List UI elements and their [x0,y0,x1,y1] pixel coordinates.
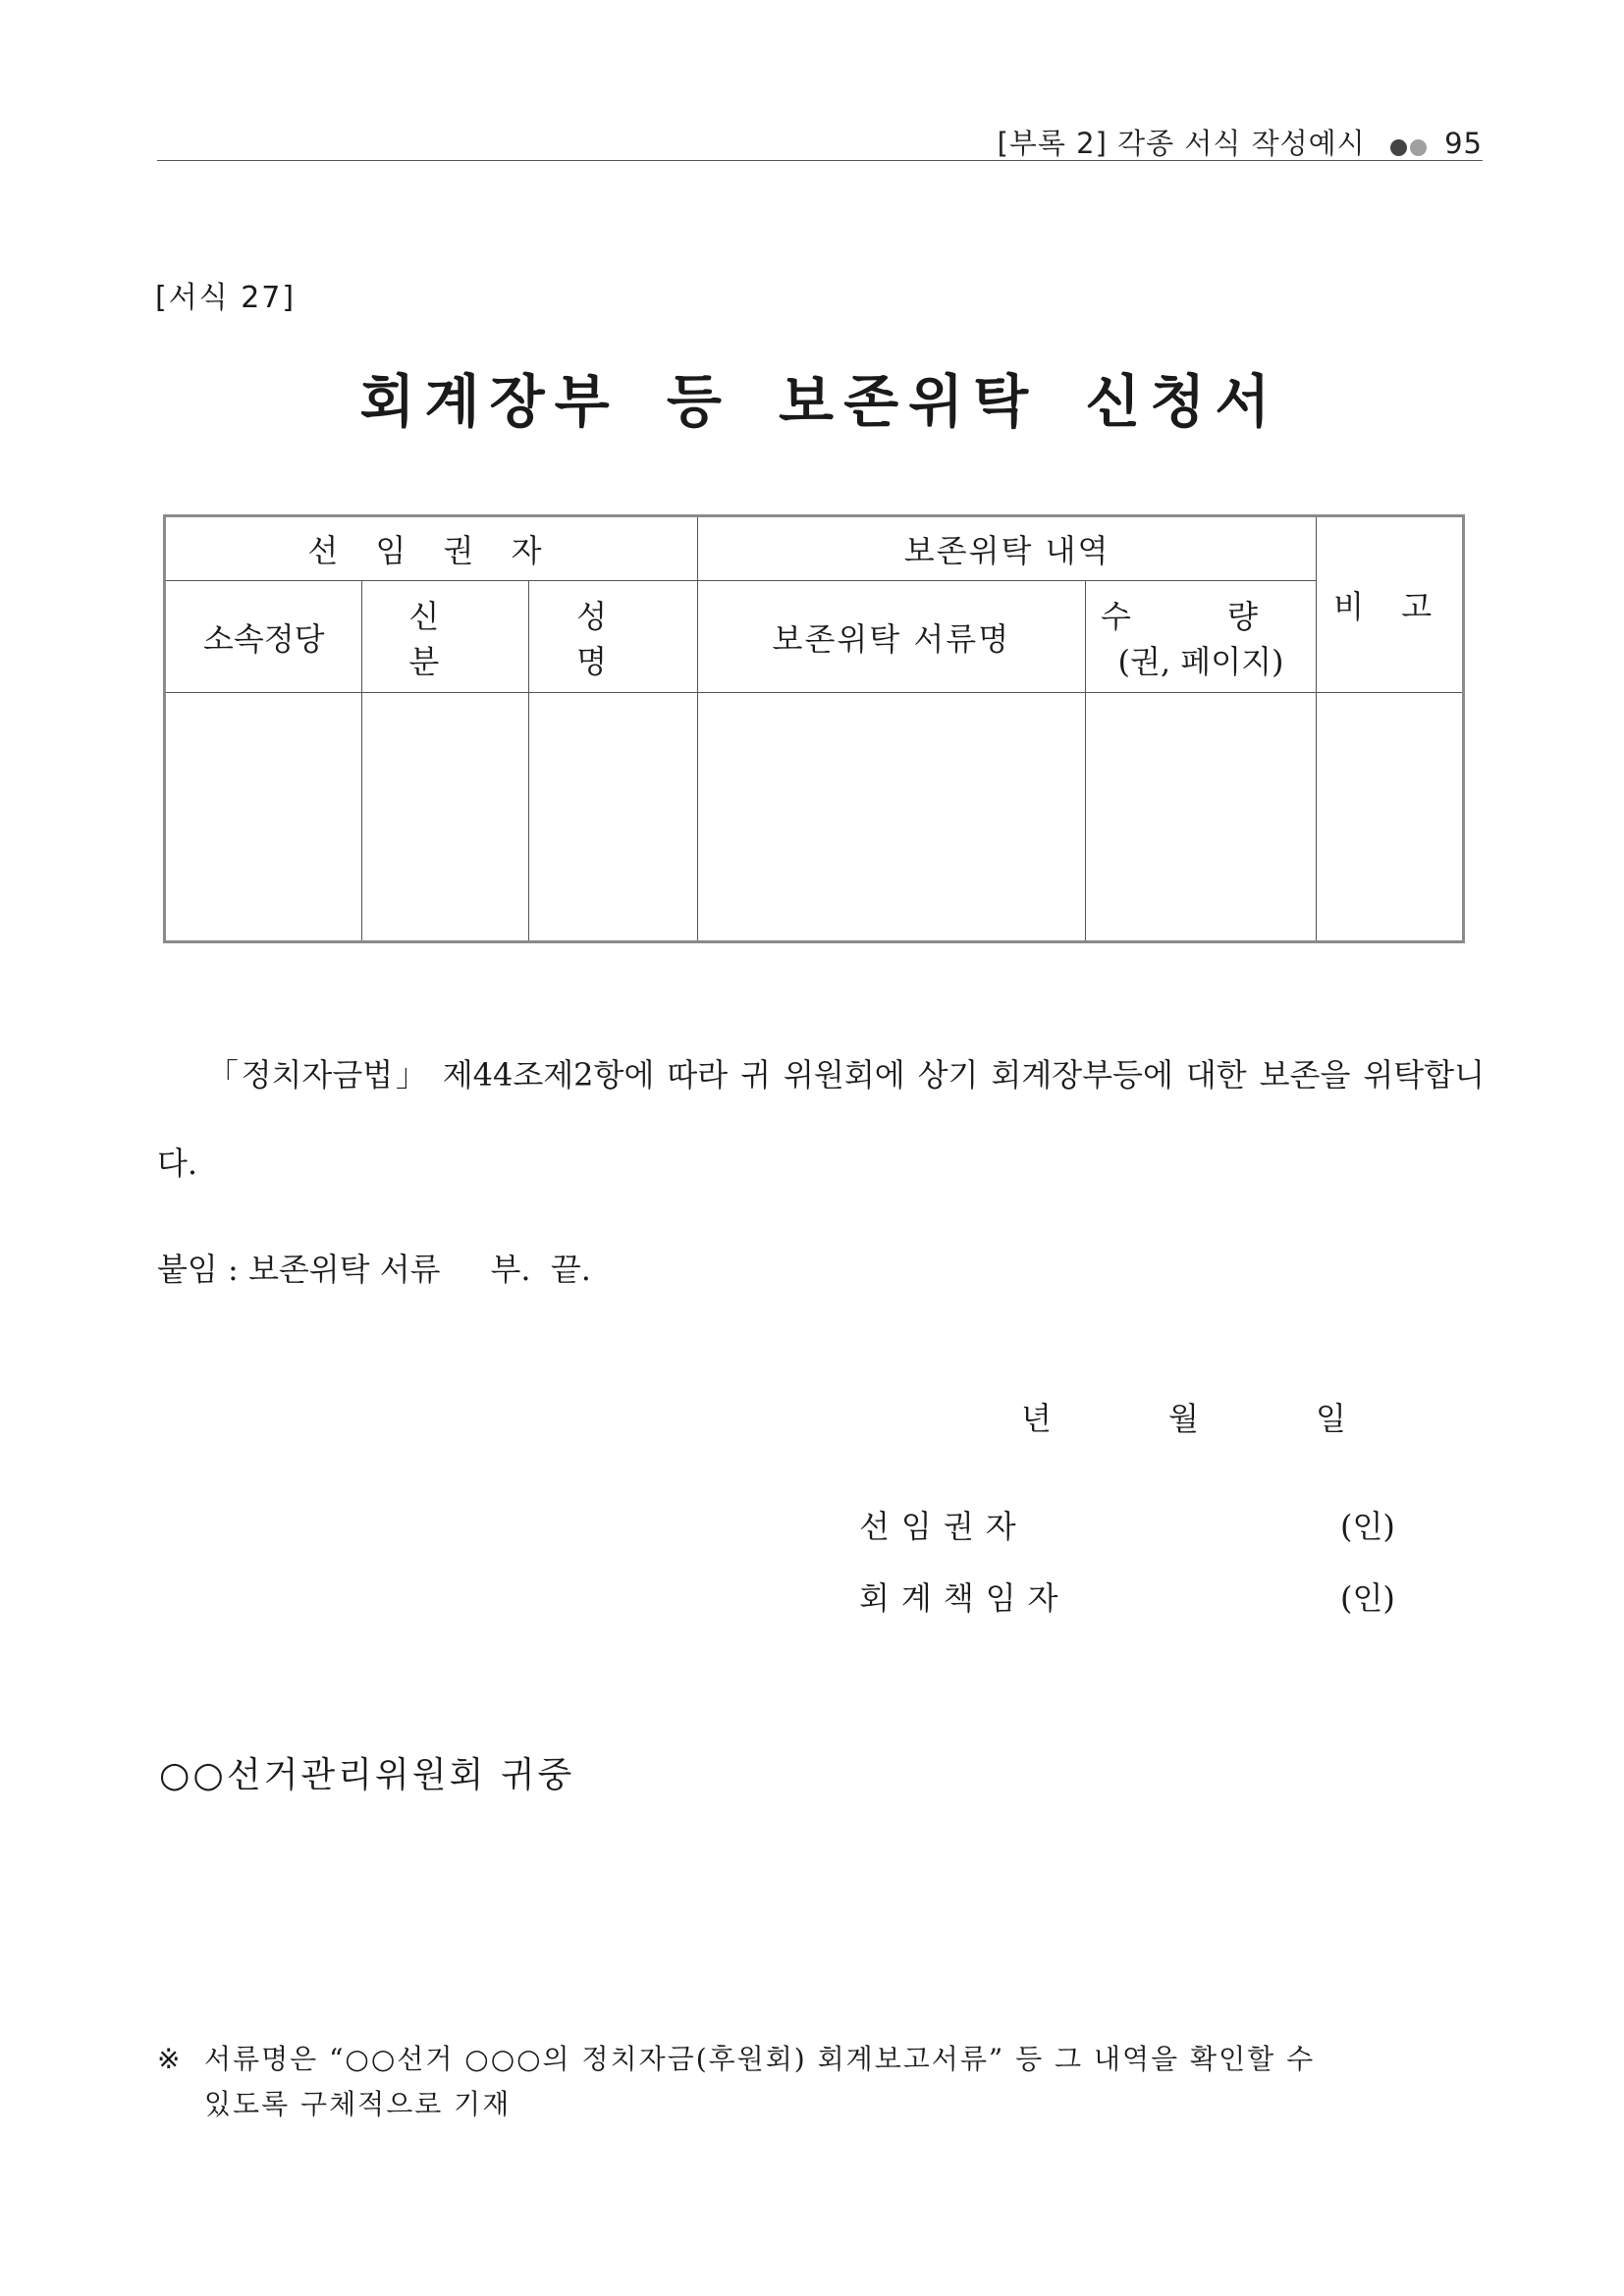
footnote-line-2: 있도록 구체적으로 기재 [204,2088,512,2120]
status-header: 신 분 [362,581,529,693]
party-header: 소속정당 [165,581,362,693]
status-cell[interactable] [362,693,529,942]
date-day: 일 [1316,1400,1346,1437]
page-title: 회계장부 등 보존위탁 신청서 [359,368,1280,435]
attachment-line: 붙임 : 보존위탁 서류 부. 끝. [157,1251,591,1288]
document-name-cell[interactable] [697,693,1085,942]
quantity-header [1085,581,1317,693]
signature-role: 선임권자 [859,1508,1028,1545]
date-year: 년 [1021,1400,1052,1437]
footnote [157,2037,1485,2127]
document-name-header: 보존위탁 서류명 [697,581,1085,693]
name-cell[interactable] [529,693,698,942]
header-rule [157,160,1483,161]
quantity-label: 수 량 [1101,597,1302,635]
application-table [163,514,1465,943]
running-header [157,122,1483,162]
remarks-header: 비 고 [1317,516,1464,693]
running-title: [부록 2] 각종 서식 작성예시 [997,127,1366,160]
footnote-mark: ※ [157,2043,183,2075]
party-cell[interactable] [165,693,362,942]
remarks-cell[interactable] [1317,693,1464,942]
date-month: 월 [1168,1400,1199,1437]
addressee: ○○선거관리위원회 귀중 [159,1755,575,1795]
body-text: 「정치자금법」 제44조제2항에 따라 귀 위원회에 상기 회계장부등에 대한 보존을 위탁합니다. [157,1056,1485,1182]
form-number: [서식 27] [155,281,297,315]
seal-mark: (인) [1340,1579,1395,1617]
delegator-group-header: 선 임 권 자 [165,516,698,581]
light-dot-icon [1410,139,1427,156]
quantity-unit-label: (권, 페이지) [1117,642,1284,680]
date-line [1021,1394,1346,1439]
footnote-line-1: 서류명은 “○○선거 ○○○의 정치자금(후원회) 회계보고서류” 등 그 내역을 확인할 수 [204,2043,1316,2075]
body-paragraph [157,1031,1485,1207]
signature-accountant [859,1574,1395,1619]
details-group-header: 보존위탁 내역 [697,516,1316,581]
signature-delegator [859,1502,1395,1547]
page-number: 95 [1444,127,1483,160]
quantity-cell[interactable] [1085,693,1317,942]
signature-role: 회계책임자 [859,1579,1070,1617]
dark-dot-icon [1390,139,1407,156]
seal-mark: (인) [1340,1508,1395,1545]
name-header: 성 명 [529,581,698,693]
header-dots-icon [1387,129,1427,162]
